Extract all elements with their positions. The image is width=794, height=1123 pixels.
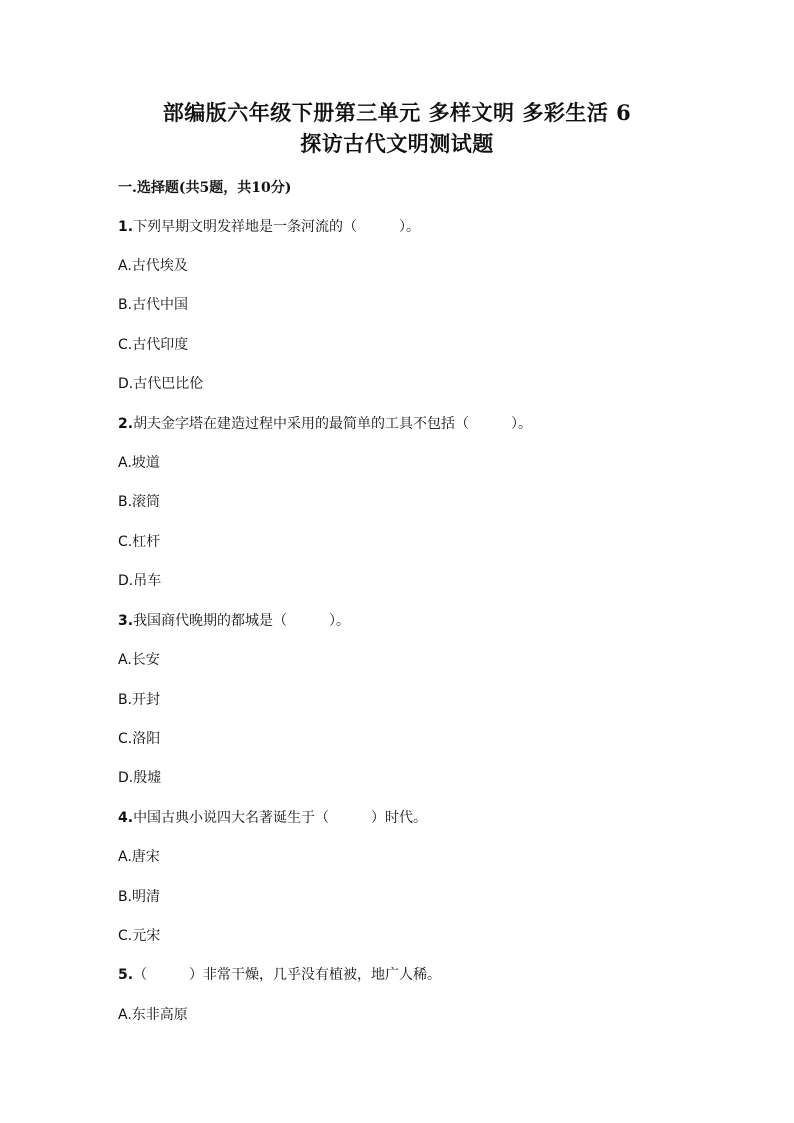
option-1c: C.古代印度 <box>118 337 189 353</box>
option-1a: A.古代埃及 <box>118 258 188 274</box>
question-number: 3. <box>118 613 134 629</box>
option-3d: D.殷墟 <box>118 770 162 786</box>
option-5a: A.东非高原 <box>118 1007 188 1023</box>
question-number: 5. <box>118 967 134 983</box>
question-1 <box>118 217 420 237</box>
question-text: 中国古典小说四大名著诞生于（ ）时代。 <box>133 810 428 826</box>
section-heading: 一.选择题(共5题，共10分) <box>118 180 292 196</box>
option-3c: C.洛阳 <box>118 731 161 747</box>
option-3a: A.长安 <box>118 652 160 668</box>
option-3b: B.开封 <box>118 692 161 708</box>
question-4 <box>118 808 427 828</box>
option-1b: B.古代中国 <box>118 297 189 313</box>
question-2 <box>118 414 532 434</box>
question-number: 4. <box>118 810 134 826</box>
question-5 <box>118 965 441 985</box>
option-2b: B.滚筒 <box>118 494 161 510</box>
question-text: 胡夫金字塔在建造过程中采用的最简单的工具不包括（ ）。 <box>133 416 533 432</box>
option-1d: D.古代巴比伦 <box>118 376 204 392</box>
document-title-line-1: 部编版六年级下册第三单元 多样文明 多彩生活 6 <box>162 100 632 125</box>
question-text: 下列早期文明发祥地是一条河流的（ ）。 <box>133 219 421 235</box>
question-number: 1. <box>118 219 134 235</box>
option-2a: A.坡道 <box>118 455 160 471</box>
question-text: （ ）非常干燥，几乎没有植被，地广人稀。 <box>133 967 442 983</box>
option-4b: B.明清 <box>118 889 161 905</box>
option-2d: D.吊车 <box>118 573 162 589</box>
option-4c: C.元宋 <box>118 928 161 944</box>
question-number: 2. <box>118 416 134 432</box>
option-4a: A.唐宋 <box>118 849 160 865</box>
option-2c: C.杠杆 <box>118 534 161 550</box>
question-text: 我国商代晚期的都城是（ ）。 <box>133 613 351 629</box>
question-3 <box>118 611 350 631</box>
document-title-line-2: 探访古代文明测试题 <box>300 131 494 156</box>
